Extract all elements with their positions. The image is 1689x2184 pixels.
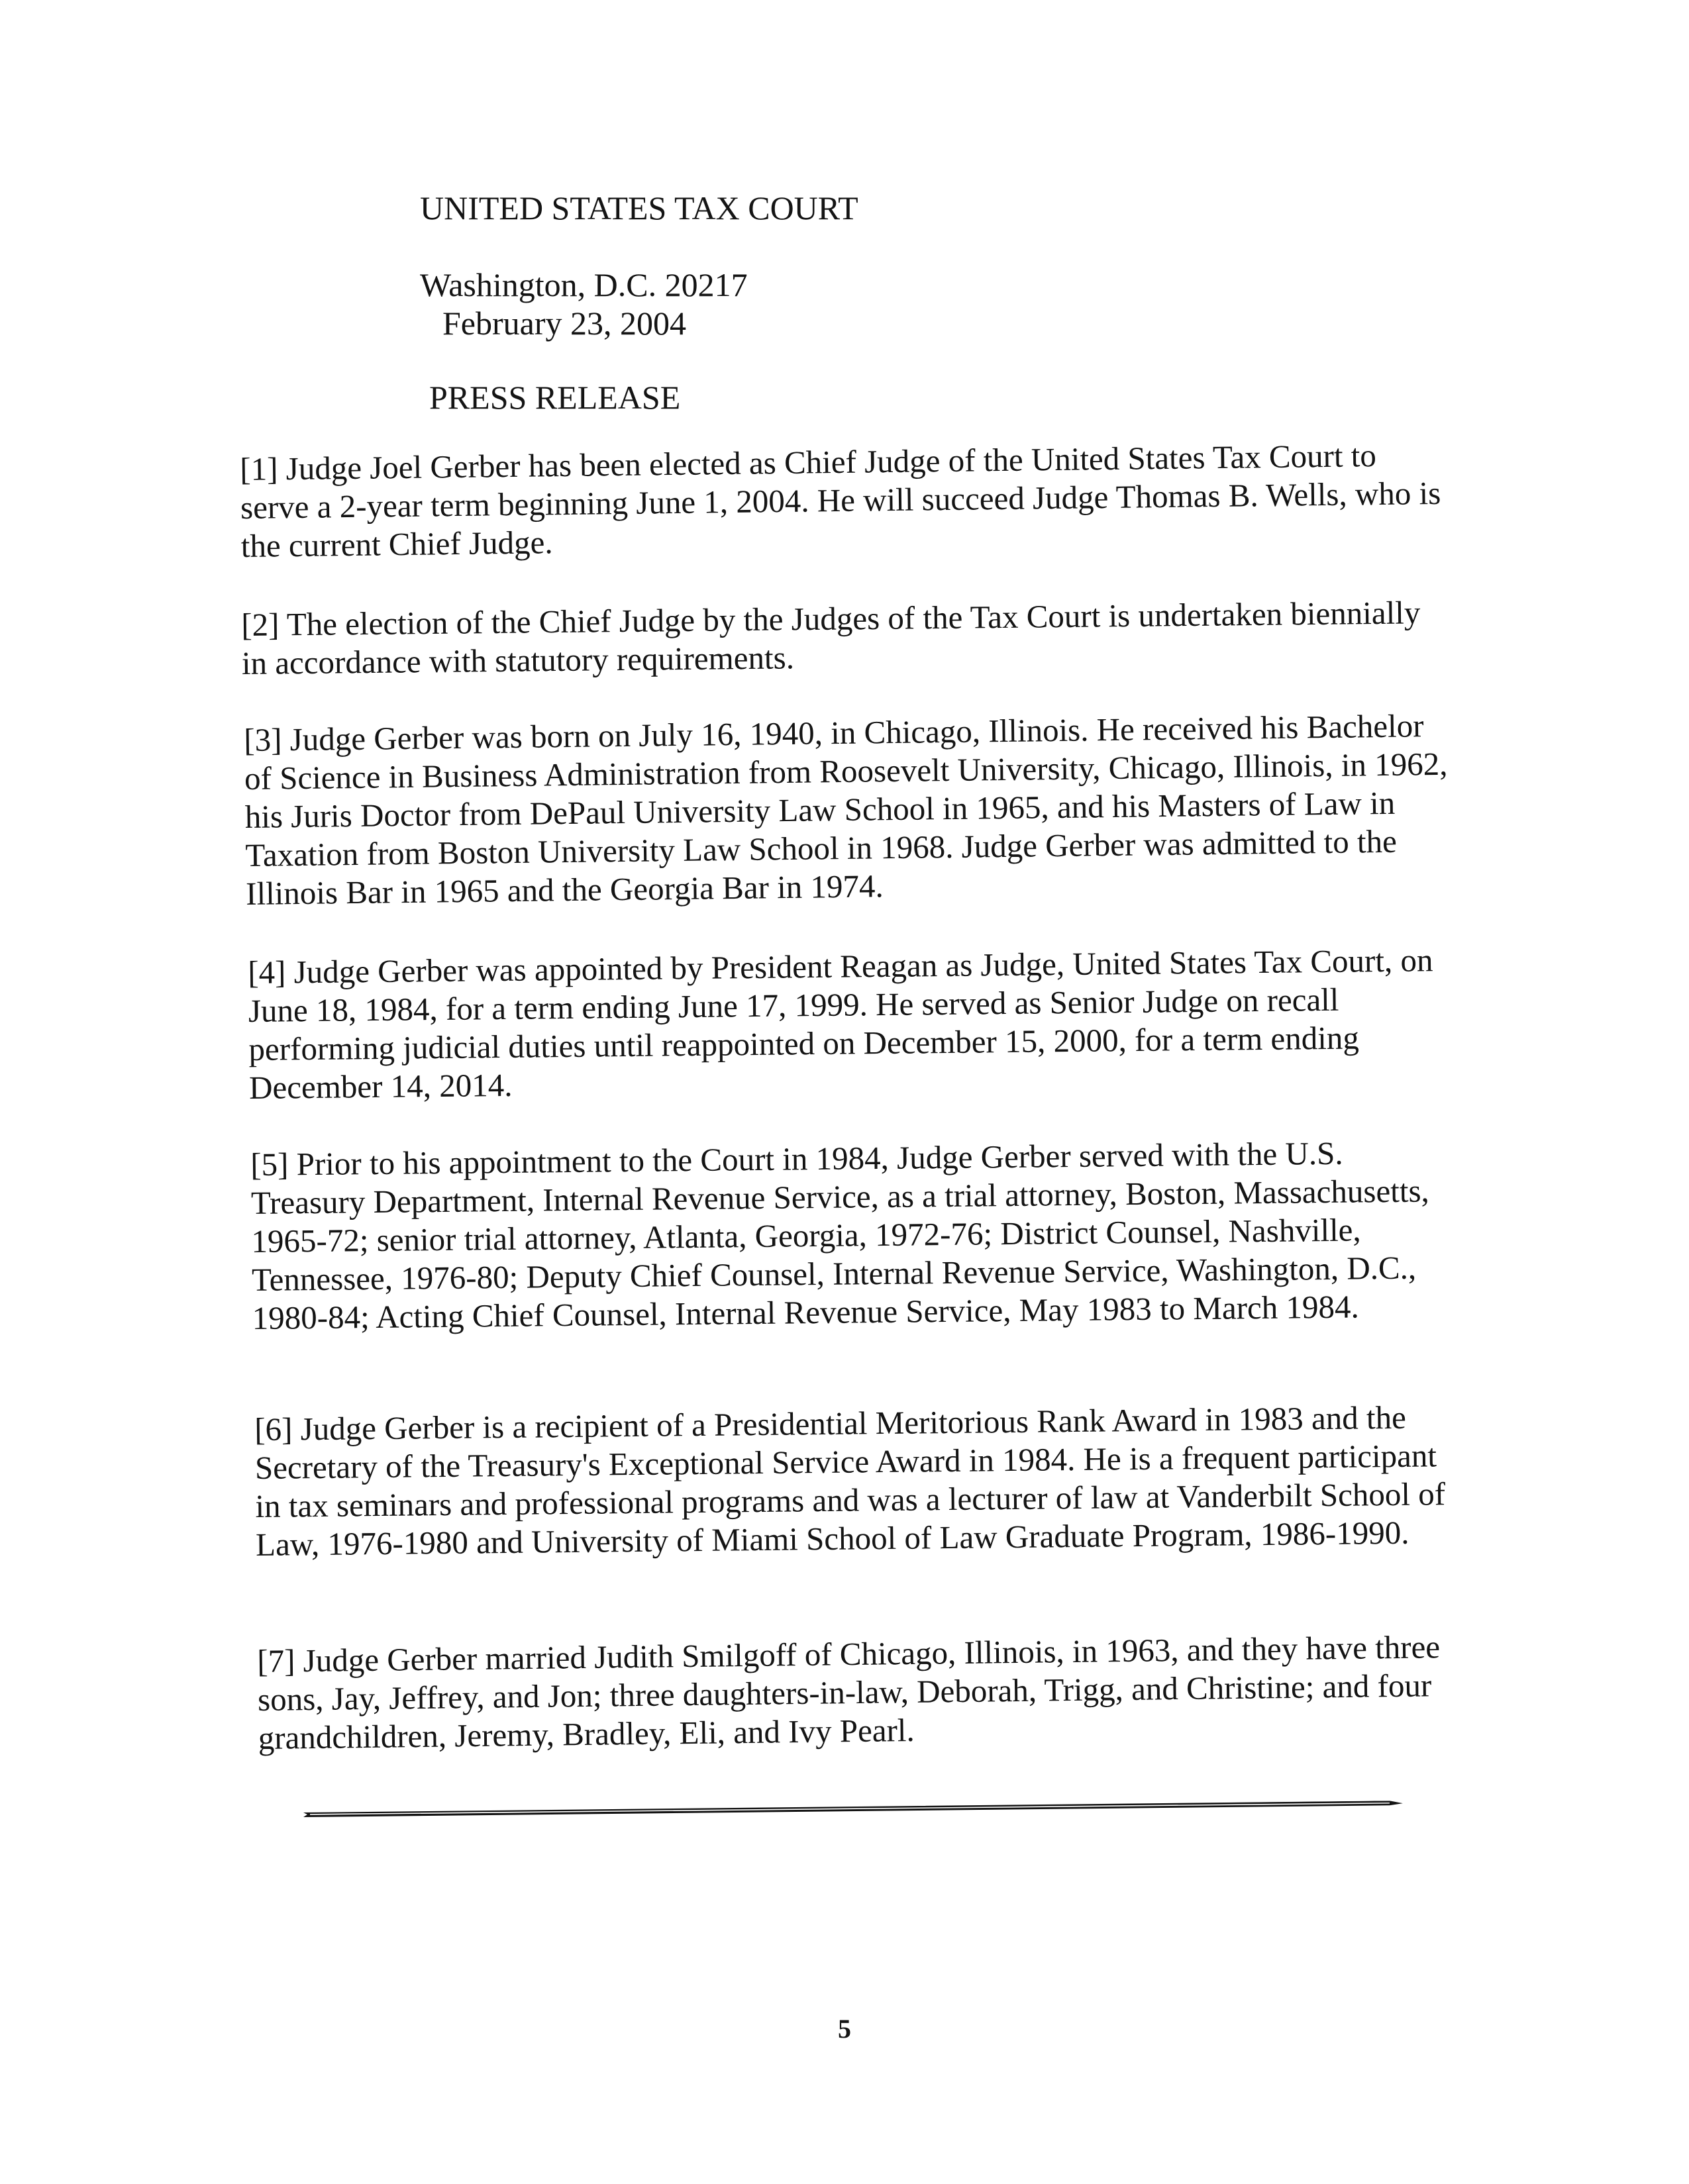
section-divider — [303, 1801, 1403, 1818]
paragraph-2: [2] The election of the Chief Judge by the Judges of the Tax Court is undertaken biennially in accordance with statutory requirements. — [241, 594, 1421, 681]
paragraph-3: [3] Judge Gerber was born on July 16, 1940, in Chicago, Illinois. He received his Bachelor of Science in Business Administration from Roosevelt University, Chicago, Illinois, in 1962, his Juris Doctor from DePaul University Law School in 1965, and his Masters of Law in Taxation from Boston University Law School in 1968. Judge Gerber was admitted to the Illinois Bar in 1965 and the Georgia Bar in 1974. — [244, 707, 1448, 912]
court-name: UNITED STATES TAX COURT — [420, 189, 858, 226]
paragraph-1: [1] Judge Joel Gerber has been elected as Chief Judge of the United States Tax Court to serve a 2-year term beginning June 1, 2004. He will succeed Judge Thomas B. Wells, who is the current Chief Judge. — [240, 437, 1441, 564]
paragraph-6: [6] Judge Gerber is a recipient of a Presidential Meritorious Rank Award in 1983 and the Secretary of the Treasury's Exceptional Service Award in 1984. He is a frequent participant in tax seminars and professional programs and was a lecturer of law at Vanderbilt School of Law, 1976-1980 and University of Miami School of Law Graduate Program, 1986-1990. — [254, 1399, 1446, 1563]
paragraph-7: [7] Judge Gerber married Judith Smilgoff of Chicago, Illinois, in 1963, and they have three sons, Jay, Jeffrey, and Jon; three daughters-in-law, Deborah, Trigg, and Christine; and four grandchildren, Jeremy, Bradley, Eli, and Ivy Pearl. — [257, 1628, 1441, 1756]
city-line: Washington, D.C. 20217 — [420, 266, 748, 303]
release-date: February 23, 2004 — [442, 305, 686, 342]
page-number: 5 — [838, 2014, 851, 2044]
paragraph-4: [4] Judge Gerber was appointed by President Reagan as Judge, United States Tax Court, on June 18, 1984, for a term ending June 17, 1999. He served as Senior Judge on recall performing judicial duties until reappointed on December 15, 2000, for a term ending December 14, 2014. — [248, 942, 1433, 1106]
paragraph-5: [5] Prior to his appointment to the Court in 1984, Judge Gerber served with the U.S. Treasury Department, Internal Revenue Service, as a trial attorney, Boston, Massachusetts, 1965-72; senior trial attorney, Atlanta, Georgia, 1972-76; District Counsel, Nashville, Tennessee, 1976-80; Deputy Chief Counsel, Internal Revenue Service, Washington, D.C., 1980-84; Acting Chief Counsel, Internal Revenue Service, May 1983 to March 1984. — [250, 1134, 1430, 1336]
document-type-label: PRESS RELEASE — [429, 379, 681, 416]
double-rule-line — [303, 1801, 1403, 1818]
